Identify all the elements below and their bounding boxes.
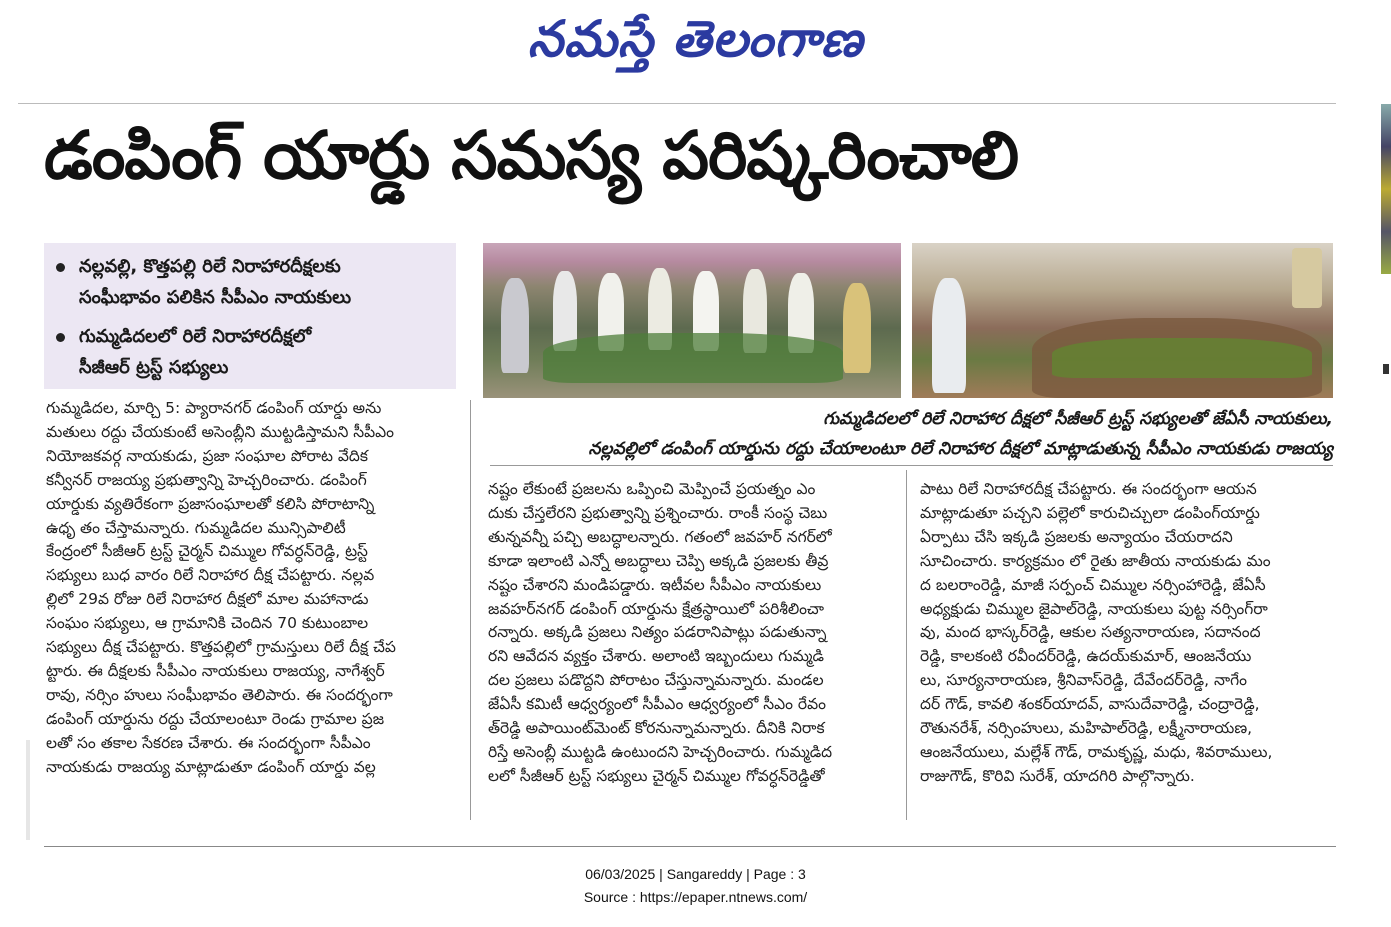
article-line: దుకు చేస్తలేరని ప్రభుత్వాన్ని ప్రశ్నించారు. రాంకీ సంస్థ చెబు bbox=[488, 503, 828, 522]
footer-date-edition: 06/03/2025 | Sangareddy | Page : 3 bbox=[585, 866, 806, 882]
article-line: రన్నారు. అక్కడి ప్రజలు నిత్యం పడరానిపాట్లు పడుతున్నా bbox=[488, 623, 827, 642]
highlight-item bbox=[56, 321, 451, 383]
highlights-box bbox=[44, 243, 456, 389]
article-line: ఆంజనేయులు, మల్లేశ్ గౌడ్, రామకృష్ణ, మధు, శివరాములు, bbox=[920, 742, 1273, 761]
left-margin-mark bbox=[26, 740, 30, 840]
article-line: డంపింగ్ యార్డును రద్దు చేయాలంటూ రెండు గ్రామాల ప్రజ bbox=[46, 709, 385, 728]
article-line: యార్డుకు వ్యతిరేకంగా ప్రజాసంఘాలతో కలిసి పోరాటాన్ని bbox=[46, 494, 375, 513]
article-line: దర్ గౌడ్, కావలి శంకర్‌యాదవ్, వాసుదేవారెడ్డి, చంద్రారెడ్డి, bbox=[920, 695, 1260, 714]
newspaper-logo: నమస్తే తెలంగాణ bbox=[527, 9, 864, 68]
article-line: రిస్తే అసెంబ్లీ ముట్టడి ఉంటుందని హెచ్చరించారు. గుమ్మడిద bbox=[488, 742, 833, 761]
article-line: వు, మంద భాస్కర్‌రెడ్డి, ఆకుల సత్యనారాయణ, సదానంద bbox=[920, 623, 1261, 642]
article-line: కూడా ఇలాంటి ఎన్నో అబద్ధాలు చెప్పి అక్కడి ప్రజలకు తీవ్ర bbox=[488, 551, 829, 570]
photo-seated-row bbox=[543, 333, 843, 383]
highlight-line: నల్లవల్లి, కొత్తపల్లి రిలే నిరాహారదీక్షలకు bbox=[79, 256, 341, 277]
article-line: లతో సం తకాల సేకరణ చేశారు. ఈ సందర్భంగా సీపీఎం bbox=[46, 733, 371, 752]
article-column-2 bbox=[488, 478, 898, 789]
article-line: లు, సూర్యనారాయణ, శ్రీనివాస్‌రెడ్డి, దేవేందర్‌రెడ్డి, నాగేం bbox=[920, 671, 1247, 690]
photo-caption-line: గుమ్మడిదలలో రిలే నిరాహార దీక్షలో సీజీఆర్ ట్రస్ట్ సభ్యులతో జేఏసీ నాయకులు, bbox=[823, 409, 1333, 429]
article-line: పాటు రిలే నిరాహారదీక్ష చేపట్టారు. ఈ సందర్భంగా ఆయన bbox=[920, 480, 1257, 498]
article-line: తున్నవన్నీ పచ్చి అబద్ధాలన్నారు. గతంలో జవహర్ నగర్‌లో bbox=[488, 527, 832, 546]
article-line: సూచించారు. కార్యక్రమం లో రైతు జాతీయ నాయకుడు మం bbox=[920, 551, 1271, 570]
bottom-divider bbox=[44, 846, 1336, 847]
article-line: కన్వీనర్ రాజయ్య ప్రభుత్వాన్ని హెచ్చరించారు. డంపింగ్ bbox=[46, 470, 367, 489]
article-line: ట్టారు. ఈ దీక్షలకు సీపీఎం నాయకులు రాజయ్య, నాగేశ్వర్ bbox=[46, 661, 385, 680]
photo-caption-line: నల్లవల్లిలో డంపింగ్ యార్డును రద్దు చేయాలంటూ రిలే నిరాహార దీక్షలో మాట్లాడుతున్న సీపీఎం నాయకుడు రాజయ్య bbox=[588, 439, 1333, 459]
article-column-1 bbox=[46, 397, 458, 780]
article-line: ఏర్పాటు చేసి ఇక్కడి ప్రజలకు అన్యాయం చేయరాదని bbox=[920, 527, 1233, 546]
article-line: నష్టం చేశారని మండిపడ్డారు. ఇటీవల సీపీఎం నాయకులు bbox=[488, 575, 822, 594]
article-line: సభ్యులు దీక్ష చేపట్టారు. కొత్తపల్లిలో గ్రామస్తులు రిలే దీక్ష చేప bbox=[46, 638, 396, 657]
article-line: అధ్యక్షుడు చిమ్ముల జైపాల్‌రెడ్డి, నాయకులు పుట్ట నర్సింగ్‌రా bbox=[920, 599, 1268, 618]
article-line: రని ఆవేదన వ్యక్తం చేశారు. అలాంటి ఇబ్బందులు గుమ్మడి bbox=[488, 647, 824, 666]
article-headline: డంపింగ్ యార్డు సమస్య పరిష్కరించాలి bbox=[44, 117, 1019, 194]
article-line: రౌతునరేశ్, నర్సింహులు, మహిపాల్‌రెడ్డి, లక్ష్మీనారాయణ, bbox=[920, 719, 1253, 738]
caption-divider bbox=[490, 465, 1333, 466]
article-line: నియోజకవర్గ నాయకుడు, ప్రజా సంఘాల పోరాట వేదిక bbox=[46, 446, 368, 465]
highlight-item bbox=[56, 251, 451, 313]
photo-crowd-scarves bbox=[1052, 338, 1312, 378]
column-divider bbox=[906, 470, 907, 820]
article-line: మతులు రద్దు చేయకుంటే అసెంబ్లీని ముట్టడిస్తామని సీపీఎం bbox=[46, 422, 395, 441]
article-column-3 bbox=[920, 478, 1332, 789]
masthead bbox=[0, 4, 1391, 74]
article-line: నష్టం లేకుంటే ప్రజలను ఒప్పించి మెప్పించే ప్రయత్నం ఎం bbox=[488, 480, 816, 498]
bullet-icon bbox=[56, 333, 65, 342]
article-line: ల్లిలో 29వ రోజు రిలే నిరాహార దీక్షలో మాల మహానాడు bbox=[46, 590, 369, 609]
article-line: త్‌రెడ్డి అపాయింట్‌మెంట్ కోరనున్నామన్నారు. దీనికి నిరాక bbox=[488, 719, 825, 738]
photo-relay-hunger-strike-group bbox=[483, 243, 901, 398]
highlight-line: గుమ్మడిదలలో రిలే నిరాహారదీక్షలో bbox=[79, 326, 312, 347]
article-line: జవహర్‌నగర్ డంపింగ్ యార్డును క్షేత్రస్థాయిలో పరిశీలించా bbox=[488, 599, 825, 618]
article-line: నాయకుడు రాజయ్య మాట్లాడుతూ డంపింగ్ యార్డు వల్ల bbox=[46, 757, 376, 776]
article-line: సంఘం సభ్యులు, ఆ గ్రామానికి చెందిన 70 కుటుంబాల bbox=[46, 614, 369, 633]
article-line: మాట్లాడుతూ పచ్చని పల్లెలో కారుచిచ్చులా డంపింగ్‌యార్డు bbox=[920, 503, 1260, 522]
photo-cpm-leader-speaking bbox=[912, 243, 1333, 398]
highlight-line: సీజీఆర్ ట్రస్ట్ సభ్యులు bbox=[79, 357, 229, 378]
article-line: రావు, నర్సిం హులు సంఘీభావం తెలిపారు. ఈ సందర్భంగా bbox=[46, 685, 393, 704]
article-line: లలో సీజీఆర్ ట్రస్ట్ సభ్యులు చైర్మన్ చిమ్ముల గోవర్ధన్‌రెడ్డితో bbox=[488, 766, 825, 785]
article-line: జేఏసీ కమిటీ ఆధ్వర్యంలో సీపీఎం ఆధ్వర్యంలో సీఎం రేవం bbox=[488, 695, 826, 714]
highlight-line: సంఘీభావం పలికిన సీపీఎం నాయకులు bbox=[79, 287, 352, 308]
bullet-icon bbox=[56, 263, 65, 272]
article-line: గుమ్మడిదల, మార్చి 5: ప్యారానగర్ డంపింగ్ యార్డు అను bbox=[46, 399, 382, 417]
top-divider bbox=[18, 103, 1336, 104]
adjacent-page-photo-strip bbox=[1381, 104, 1391, 274]
article-line: దల ప్రజలు పడొద్దని పోరాటం చేస్తున్నామన్నారు. మండల bbox=[488, 671, 824, 690]
article-line: ద బలరాంరెడ్డి, మాజీ సర్పంచ్ చిమ్ముల నర్సింహారెడ్డి, జేఏసీ bbox=[920, 575, 1266, 594]
photo-figure bbox=[501, 278, 529, 373]
article-line: సభ్యులు బుధ వారం రిలే నిరాహార దీక్ష చేపట్టారు. నల్లవ bbox=[46, 566, 375, 585]
article-line: ఉధృ తం చేస్తామన్నారు. గుమ్మడిదల మున్సిపాలిటీ bbox=[46, 518, 346, 537]
photo-figure bbox=[843, 283, 871, 373]
adjacent-page-mark bbox=[1383, 364, 1389, 374]
article-line: రెడ్డి, కాలకంటి రవీందర్‌రెడ్డి, ఉదయ్‌కుమార్, ఆంజనేయు bbox=[920, 647, 1252, 666]
photo-signboard bbox=[1292, 248, 1322, 308]
article-line: రాజుగౌడ్, కొరివి సురేశ్, యాదగిరి పాల్గొన్నారు. bbox=[920, 766, 1195, 785]
photo-figure bbox=[932, 278, 966, 393]
footer-source-link[interactable]: Source : https://epaper.ntnews.com/ bbox=[583, 889, 808, 905]
column-divider bbox=[470, 400, 471, 820]
article-line: కేంద్రంలో సీజీఆర్ ట్రస్ట్ చైర్మన్ చిమ్ముల గోవర్ధన్‌రెడ్డి, ట్రస్ట్ bbox=[46, 542, 368, 561]
